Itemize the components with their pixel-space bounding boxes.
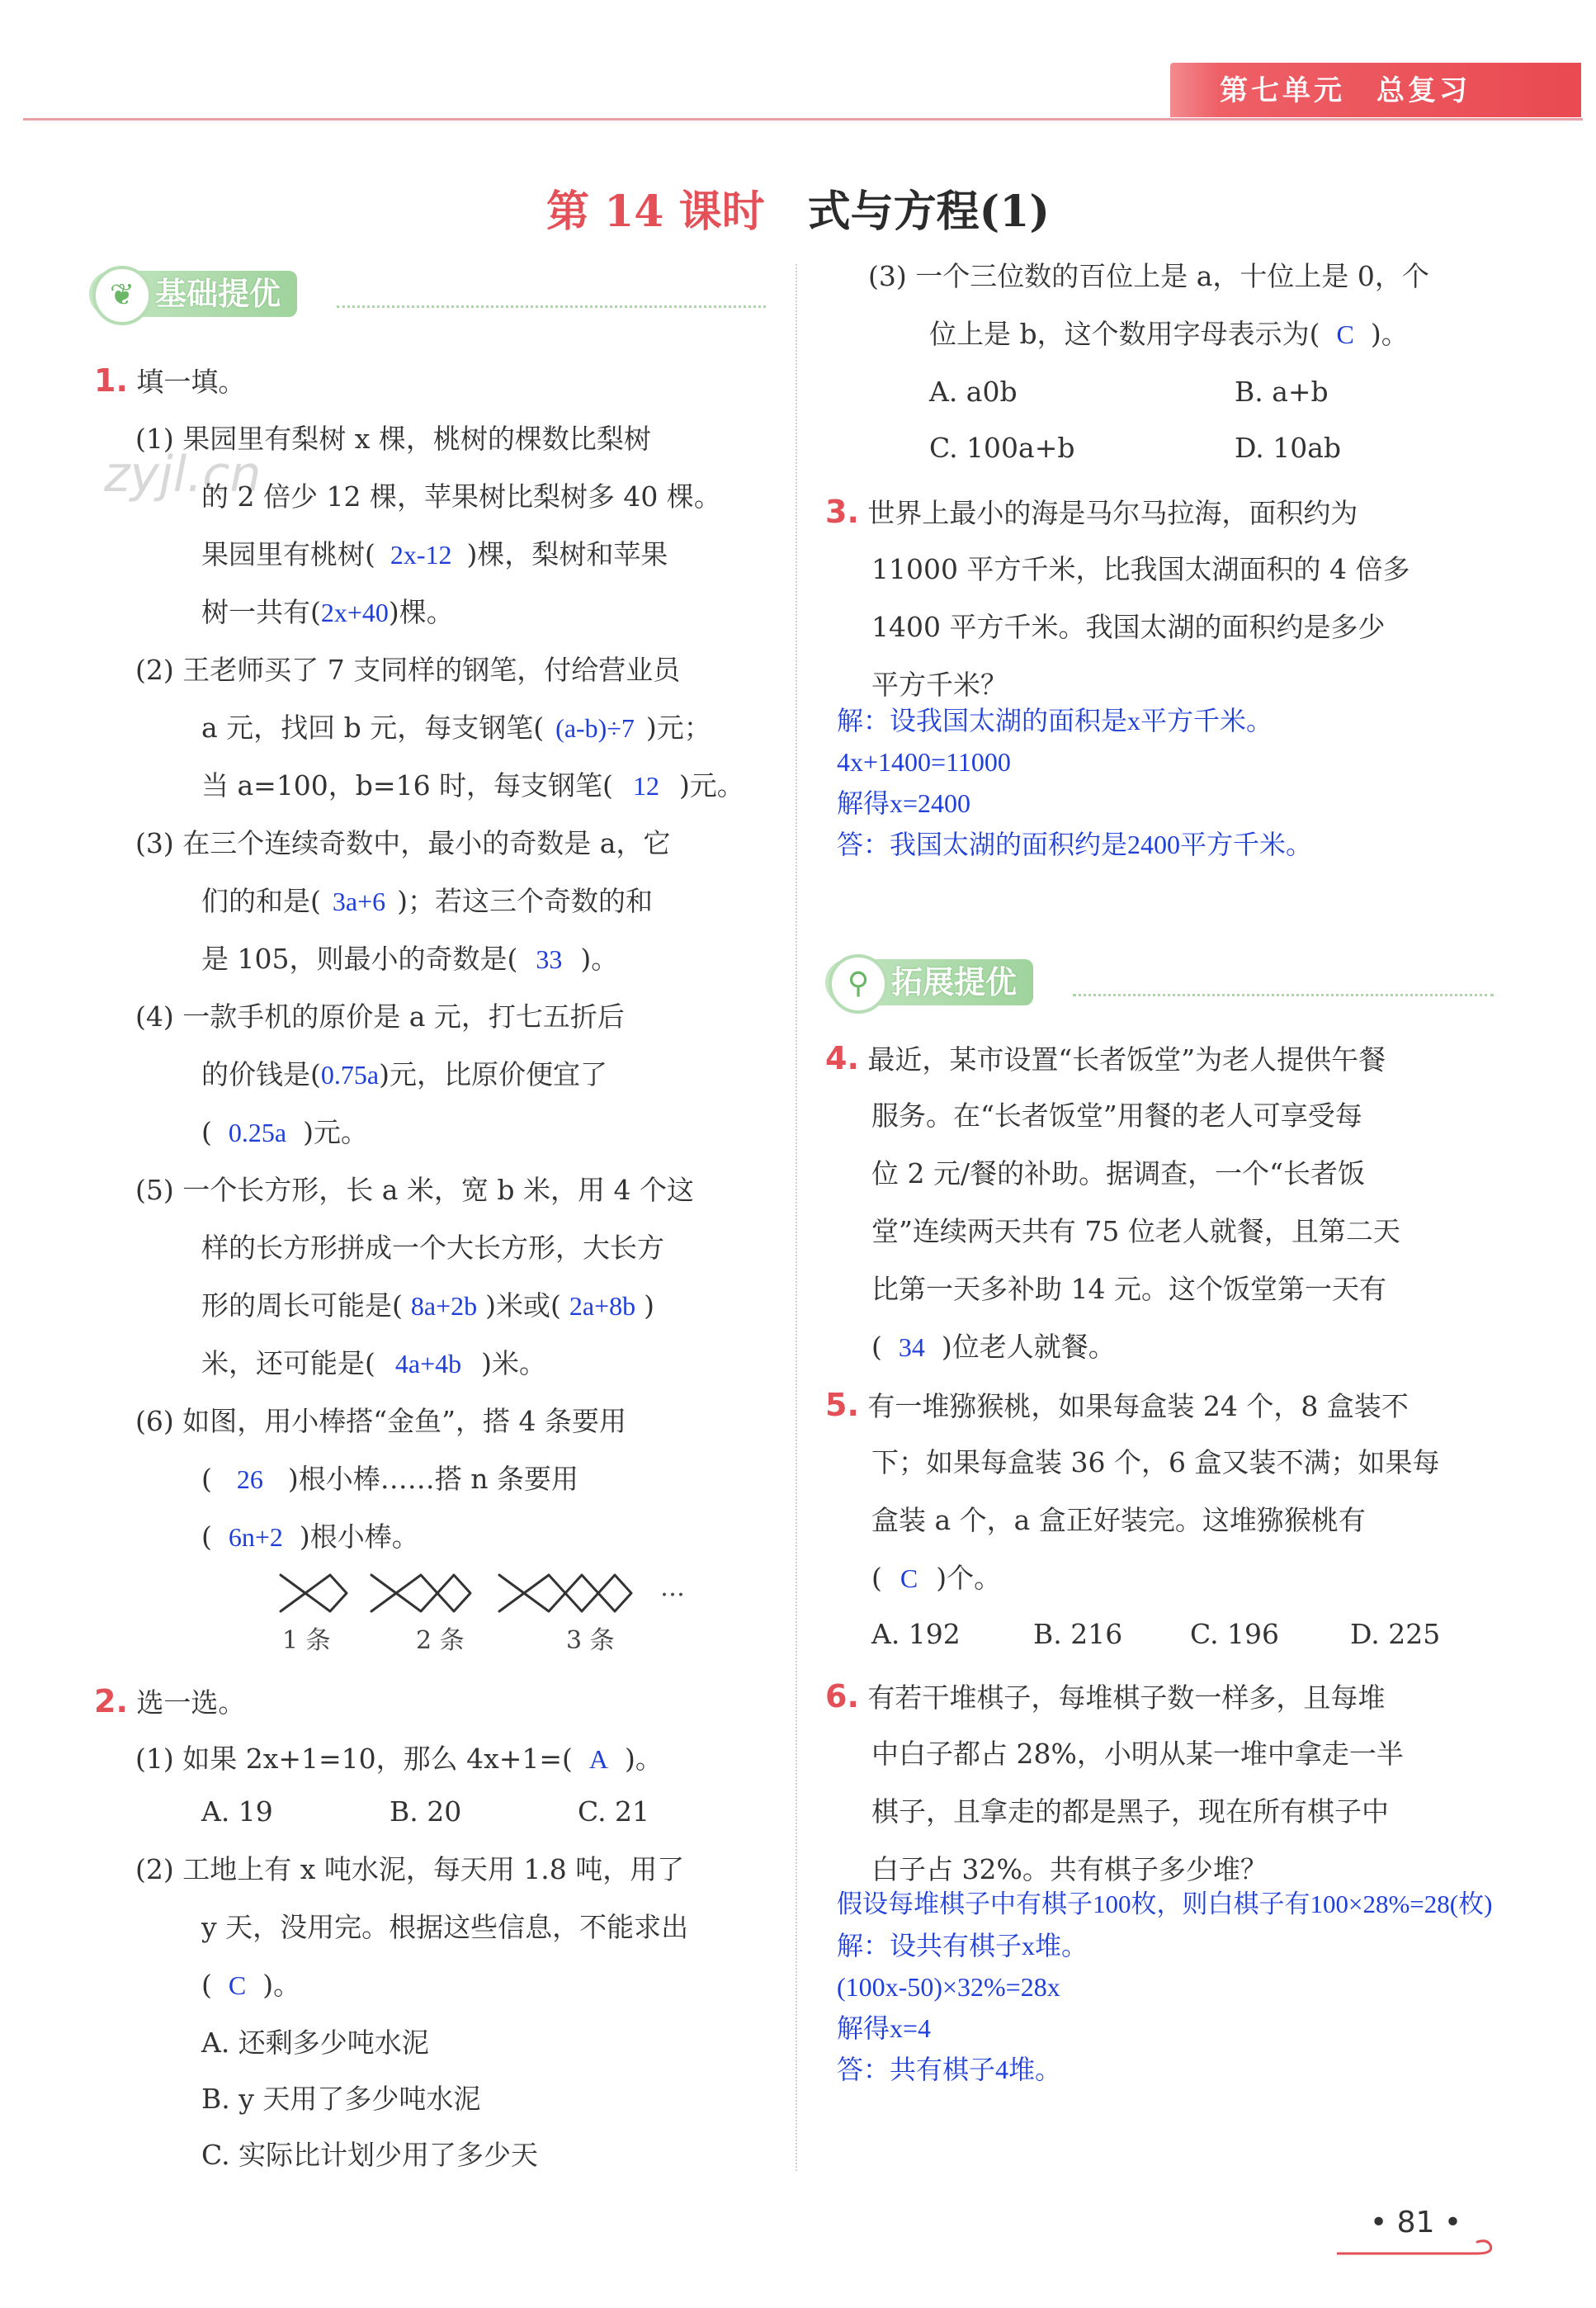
answer-blank: 2a+8b: [569, 1291, 636, 1321]
q3-number: 3.: [825, 494, 859, 530]
q1-p6-line3: ( 6n+2 )根小棒。: [201, 1521, 419, 1553]
answer-blank: 4a+4b: [394, 1349, 462, 1379]
fish-label-3: 3 条: [566, 1626, 615, 1655]
q2-p3-line2: 位上是 b，这个数用字母表示为( C )。: [929, 318, 1409, 350]
q1-p2-line1: (2) 王老师买了 7 支同样的钢笔，付给营业员: [135, 654, 681, 686]
q2-p3-optD: D. 10ab: [1235, 432, 1342, 464]
q2-p2-line3: ( C )。: [201, 1969, 301, 2001]
q1-p4-line1: (4) 一款手机的原价是 a 元，打七五折后: [135, 1000, 625, 1033]
answer-blank: C: [900, 1563, 918, 1593]
magnifier-icon: ⚲: [829, 954, 888, 1014]
q2-p2-optC: C. 实际比计划少用了多少天: [201, 2139, 539, 2171]
unit-header-label: 第七单元 总复习: [1220, 74, 1471, 107]
q1-title: 填一填。: [136, 366, 246, 398]
goldfish-stick-figure: [272, 1568, 701, 1618]
section-basic-label: 基础提优: [89, 271, 297, 317]
q1-number: 1.: [94, 362, 128, 399]
q5-optA: A. 192: [871, 1618, 961, 1650]
section-extend-label: 拓展提优: [825, 959, 1033, 1005]
q2-p1-optA: A. 19: [201, 1795, 273, 1828]
q1-p5-line3: 形的周长可能是( 8a+2b )米或( 2a+8b ): [201, 1289, 654, 1322]
q1-p5-line2: 样的长方形拼成一个大长方形，大长方: [201, 1232, 664, 1264]
q5-line1: 5. 有一堆猕猴桃，如果每盒装 24 个，8 盒装不: [825, 1387, 1409, 1423]
q1-p4-line3: ( 0.25a )元。: [201, 1116, 368, 1148]
q3-line1: 3. 世界上最小的海是马尔马拉海，面积约为: [825, 494, 1358, 530]
q4-line1: 4. 最近，某市设置“长者饭堂”为老人提供午餐: [825, 1040, 1386, 1076]
answer-blank: 6n+2: [228, 1522, 283, 1552]
answer-blank: 34: [898, 1332, 925, 1362]
q5-optD: D. 225: [1350, 1618, 1441, 1650]
q6-line2: 中白子都占 28%，小明从某一堆中拿走一半: [871, 1738, 1404, 1770]
q6-solution-2: 解：设共有棋子x堆。: [837, 1931, 1088, 1960]
q6-solution-5: 答：共有棋子4堆。: [837, 2055, 1062, 2084]
q2-title: 选一选。: [136, 1686, 246, 1719]
answer-blank: 2x-12: [390, 540, 452, 570]
q2-p2-optB: B. y 天用了多少吨水泥: [201, 2083, 481, 2115]
q2-p2-line1: (2) 工地上有 x 吨水泥，每天用 1.8 吨，用了: [135, 1853, 685, 1885]
q6-solution-1: 假设每堆棋子中有棋子100枚，则白棋子有100×28%=28(枚): [837, 1889, 1493, 1918]
q2-p3-optC: C. 100a+b: [929, 432, 1075, 464]
q1-header: [94, 360, 245, 403]
fish-ellipsis: …: [660, 1573, 685, 1602]
q6-line4: 白子占 32%。共有棋子多少堆？: [871, 1853, 1268, 1885]
q2-p1-optC: C. 21: [578, 1795, 650, 1828]
q5-line4: ( C )个。: [871, 1562, 1002, 1594]
q6-line1: 6. 有若干堆棋子，每堆棋子数一样多，且每堆: [825, 1678, 1386, 1714]
q3-solution-4: 答：我国太湖的面积约是2400平方千米。: [837, 830, 1313, 859]
q4-number: 4.: [825, 1040, 859, 1076]
q3-solution-1: 解：设我国太湖的面积是x平方千米。: [837, 706, 1273, 735]
q3-solution-3: 解得x=2400: [837, 788, 971, 818]
q5-line3: 盒装 a 个，a 盒正好装完。这堆猕猴桃有: [871, 1504, 1366, 1536]
q4-line2: 服务。在“长者饭堂”用餐的老人可享受每: [871, 1100, 1362, 1132]
answer-blank: A: [588, 1744, 608, 1774]
answer-blank: 26: [236, 1464, 263, 1494]
lesson-number: 第 14 课时: [546, 187, 765, 237]
fish-label-1: 1 条: [282, 1626, 331, 1655]
section-dots: [1073, 994, 1494, 996]
q1-p3-line3: 是 105，则最小的奇数是( 33 )。: [201, 943, 619, 975]
page-swoosh-icon: [1337, 2235, 1502, 2260]
q3-line4: 平方千米？: [871, 669, 1008, 701]
q5-number: 5.: [825, 1387, 859, 1423]
q4-line3: 位 2 元/餐的补助。据调查，一个“长者饭: [871, 1157, 1365, 1189]
q4-line6: ( 34 )位老人就餐。: [871, 1331, 1116, 1363]
fish-3: [499, 1575, 631, 1611]
fish-label-2: 2 条: [416, 1626, 465, 1655]
q1-p1-line1: (1) 果园里有梨树 x 棵，桃树的棵数比梨树: [135, 423, 651, 455]
q2-header: [94, 1681, 245, 1724]
section-extend-badge: [825, 954, 1494, 1010]
q2-p3-optB: B. a+b: [1235, 376, 1329, 408]
q3-line3: 1400 平方千米。我国太湖的面积约是多少: [871, 611, 1386, 643]
fish-2: [371, 1575, 470, 1611]
q4-line4: 堂”连续两天共有 75 位老人就餐，且第二天: [871, 1215, 1400, 1247]
q4-line5: 比第一天多补助 14 元。这个饭堂第一天有: [871, 1273, 1386, 1305]
q2-p1-line1: (1) 如果 2x+1=10，那么 4x+1=( A )。: [135, 1743, 663, 1775]
q1-p2-line2: a 元，找回 b 元，每支钢笔( (a-b)÷7 )元；: [201, 712, 711, 744]
q2-p2-optA: A. 还剩多少吨水泥: [201, 2027, 429, 2059]
answer-blank: 12: [632, 771, 659, 801]
answer-blank: 33: [536, 944, 563, 974]
lesson-name: 式与方程(1): [807, 187, 1050, 237]
answer-blank: 2x+40: [320, 598, 389, 627]
answer-blank: 0.25a: [228, 1118, 287, 1147]
q5-line2: 下；如果每盒装 36 个，6 盒又装不满；如果每: [871, 1446, 1440, 1478]
section-dots: [337, 305, 766, 308]
q6-line3: 棋子，且拿走的都是黑子，现在所有棋子中: [871, 1795, 1389, 1828]
q1-p3-line2: 们的和是( 3a+6 )；若这三个奇数的和: [201, 885, 653, 917]
q1-p2-line3: 当 a=100，b=16 时，每支钢笔( 12 )元。: [201, 769, 744, 802]
section-basic-badge: [89, 266, 766, 322]
q5-optC: C. 196: [1190, 1618, 1280, 1650]
q6-solution-4: 解得x=4: [837, 2013, 932, 2043]
q1-p6-line1: (6) 如图，用小棒搭“金鱼”，搭 4 条要用: [135, 1405, 626, 1437]
q5-optB: B. 216: [1033, 1618, 1123, 1650]
q1-p5-line1: (5) 一个长方形，长 a 米，宽 b 米，用 4 个这: [135, 1174, 694, 1206]
answer-blank: C: [228, 1970, 247, 2000]
answer-blank: 0.75a: [320, 1060, 380, 1090]
q2-number: 2.: [94, 1683, 128, 1719]
answer-blank: 8a+2b: [410, 1291, 478, 1321]
q3-solution-2: 4x+1400=11000: [837, 747, 1011, 777]
q2-p2-line2: y 天，没用完。根据这些信息，不能求出: [201, 1911, 689, 1943]
watermark: zyjl.cn: [104, 446, 262, 504]
q1-p3-line1: (3) 在三个连续奇数中，最小的奇数是 a，它: [135, 827, 671, 859]
q1-p1-line2: 的 2 倍少 12 棵，苹果树比梨树多 40 棵。: [201, 480, 721, 513]
q1-p1-line4: 树一共有(2x+40)棵。: [201, 596, 454, 628]
q6-solution-3: (100x-50)×32%=28x: [837, 1972, 1060, 2002]
q2-p1-optB: B. 20: [390, 1795, 462, 1828]
q3-line2: 11000 平方千米，比我国太湖面积的 4 倍多: [871, 553, 1410, 585]
column-divider: [796, 264, 797, 2171]
fish-1: [281, 1575, 347, 1611]
answer-blank: C: [1336, 319, 1354, 349]
q1-p5-line4: 米，还可能是( 4a+4b )米。: [201, 1347, 546, 1379]
q6-number: 6.: [825, 1678, 859, 1714]
q2-p3-optA: A. a0b: [929, 376, 1018, 408]
q1-p4-line2: 的价钱是(0.75a)元，比原价便宜了: [201, 1058, 607, 1090]
page-number: • 81 •: [1370, 2206, 1462, 2239]
answer-blank: 3a+6: [332, 887, 386, 916]
q1-p6-line2: ( 26 )根小棒……搭 n 条要用: [201, 1463, 578, 1495]
lesson-title: [0, 183, 1596, 241]
q2-p3-line1: (3) 一个三位数的百位上是 a，十位上是 0，个: [868, 260, 1429, 292]
sprout-icon: ❦: [92, 266, 152, 325]
q1-p1-line3: 果园里有桃树( 2x-12 )棵，梨树和苹果: [201, 538, 668, 570]
answer-blank: (a-b)÷7: [555, 713, 635, 743]
header-rule: [23, 118, 1583, 121]
